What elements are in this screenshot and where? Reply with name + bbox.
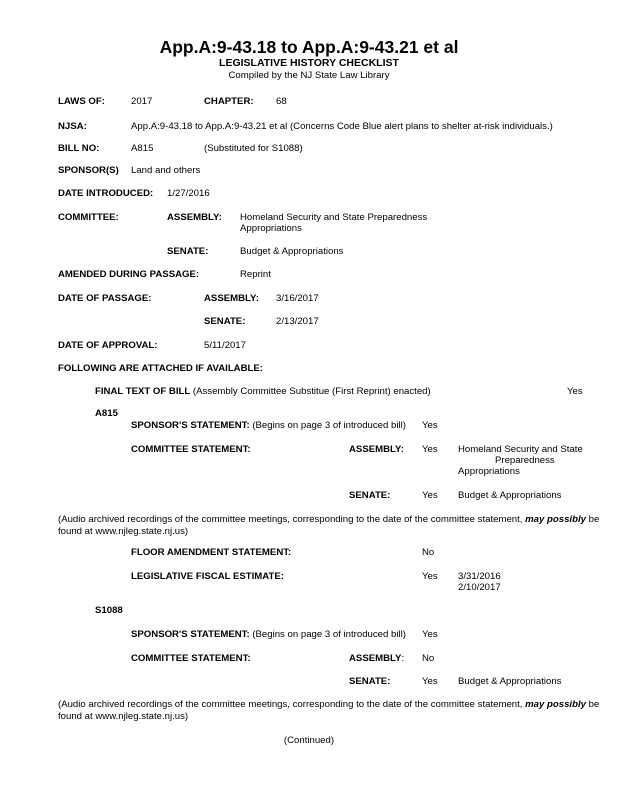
a815-senate-value: Yes	[422, 490, 438, 501]
a815-senate-committee: Budget & Appropriations	[458, 490, 562, 501]
njsa-label: NJSA:	[58, 121, 87, 132]
chapter-value: 68	[276, 96, 287, 107]
s1088-audio-note	[58, 699, 604, 723]
a815-fiscal-estimate-value: Yes	[422, 571, 438, 582]
approval-value: 5/11/2017	[204, 340, 246, 351]
committee-senate-label: SENATE:	[167, 246, 209, 257]
a815-audio-note	[58, 514, 604, 538]
a815-fiscal-date-1: 3/31/2016	[458, 571, 501, 582]
date-introduced-value: 1/27/2016	[167, 188, 210, 199]
a815-audio-note-emphasis: may possibly	[525, 514, 586, 525]
bill-no-value: A815	[131, 143, 154, 154]
amended-label: AMENDED DURING PASSAGE:	[58, 269, 200, 280]
s1088-assembly-label: ASSEMBLY	[349, 653, 402, 664]
passage-assembly-value: 3/16/2017	[276, 293, 319, 304]
document-subtitle: LEGISLATIVE HISTORY CHECKLIST	[219, 57, 399, 69]
attached-heading: FOLLOWING ARE ATTACHED IF AVAILABLE:	[58, 363, 263, 374]
s1088-audio-note-pre: (Audio archived recordings of the committee meetings, corresponding to the date of the committee statement,	[58, 699, 523, 710]
passage-senate-label: SENATE:	[204, 316, 246, 327]
a815-sponsor-statement-label: SPONSOR'S STATEMENT:	[131, 420, 250, 431]
a815-assembly-label: ASSEMBLY:	[349, 444, 404, 455]
a815-assembly-committee-line1: Homeland Security and State	[458, 444, 583, 455]
final-text-value: Yes	[567, 386, 583, 397]
a815-committee-statement-label: COMMITTEE STATEMENT:	[131, 444, 251, 455]
committee-assembly-label: ASSEMBLY:	[167, 212, 222, 223]
a815-sponsor-statement-value: Yes	[422, 420, 438, 431]
a815-label: A815	[95, 408, 118, 419]
a815-audio-note-post: be found at www.njleg.state.nj.us)	[58, 514, 600, 537]
a815-audio-note-pre: (Audio archived recordings of the committee meetings, corresponding to the date of the committee statement,	[58, 514, 523, 525]
s1088-assembly-colon: :	[401, 653, 405, 664]
compiled-by: Compiled by the NJ State Law Library	[228, 70, 390, 81]
s1088-sponsor-statement-note: (Begins on page 3 of introduced bill)	[252, 629, 406, 640]
a815-sponsor-statement-note: (Begins on page 3 of introduced bill)	[252, 420, 406, 431]
continued-note: (Continued)	[283, 735, 335, 746]
njsa-value: App.A:9-43.18 to App.A:9-43.21 et al (Concerns Code Blue alert plans to shelter at-risk individuals.)	[131, 121, 553, 132]
a815-senate-label: SENATE:	[349, 490, 391, 501]
s1088-assembly-value: No	[422, 653, 435, 664]
a815-assembly-committee-line3: Appropriations	[458, 466, 520, 477]
final-text-label: FINAL TEXT OF BILL	[95, 386, 191, 397]
a815-fiscal-date-2: 2/10/2017	[458, 582, 501, 593]
s1088-audio-note-emphasis: may possibly	[525, 699, 586, 710]
s1088-sponsor-statement-label: SPONSOR'S STATEMENT:	[131, 629, 250, 640]
s1088-label: S1088	[95, 605, 123, 616]
s1088-assembly-line	[349, 653, 404, 665]
approval-label: DATE OF APPROVAL:	[58, 340, 158, 351]
committee-assembly-line2: Appropriations	[240, 223, 302, 234]
committee-label: COMMITTEE:	[58, 212, 119, 223]
document-title: App.A:9-43.18 to App.A:9-43.21 et al	[159, 37, 459, 57]
s1088-senate-committee: Budget & Appropriations	[458, 676, 562, 687]
laws-of-value: 2017	[131, 96, 153, 107]
passage-assembly-label: ASSEMBLY:	[204, 293, 259, 304]
sponsors-label: SPONSOR(S)	[58, 165, 119, 176]
amended-value: Reprint	[240, 269, 271, 280]
chapter-label: CHAPTER:	[204, 96, 254, 107]
committee-assembly-line1: Homeland Security and State Preparedness	[240, 212, 428, 223]
committee-senate-value: Budget & Appropriations	[240, 246, 344, 257]
s1088-sponsor-statement-line	[131, 629, 406, 641]
final-text-note: (Assembly Committee Substitue (First Reprint) enacted)	[192, 386, 431, 397]
a815-fiscal-estimate-label: LEGISLATIVE FISCAL ESTIMATE:	[131, 571, 284, 582]
a815-floor-amendment-value: No	[422, 547, 435, 558]
a815-assembly-value: Yes	[422, 444, 438, 455]
a815-floor-amendment-label: FLOOR AMENDMENT STATEMENT:	[131, 547, 292, 558]
s1088-senate-label: SENATE:	[349, 676, 391, 687]
final-text-line	[95, 386, 431, 398]
a815-assembly-committee-line2: Preparedness	[495, 455, 555, 466]
bill-no-label: BILL NO:	[58, 143, 100, 154]
laws-of-label: LAWS OF:	[58, 96, 105, 107]
a815-sponsor-statement-line	[131, 420, 406, 432]
s1088-audio-note-post: be found at www.njleg.state.nj.us)	[58, 699, 600, 722]
passage-senate-value: 2/13/2017	[276, 316, 319, 327]
s1088-committee-statement-label: COMMITTEE STATEMENT:	[131, 653, 251, 664]
s1088-senate-value: Yes	[422, 676, 438, 687]
passage-label: DATE OF PASSAGE:	[58, 293, 152, 304]
date-introduced-label: DATE INTRODUCED:	[58, 188, 154, 199]
sponsors-value: Land and others	[131, 165, 201, 176]
s1088-sponsor-statement-value: Yes	[422, 629, 438, 640]
bill-no-note: (Substituted for S1088)	[204, 143, 303, 154]
